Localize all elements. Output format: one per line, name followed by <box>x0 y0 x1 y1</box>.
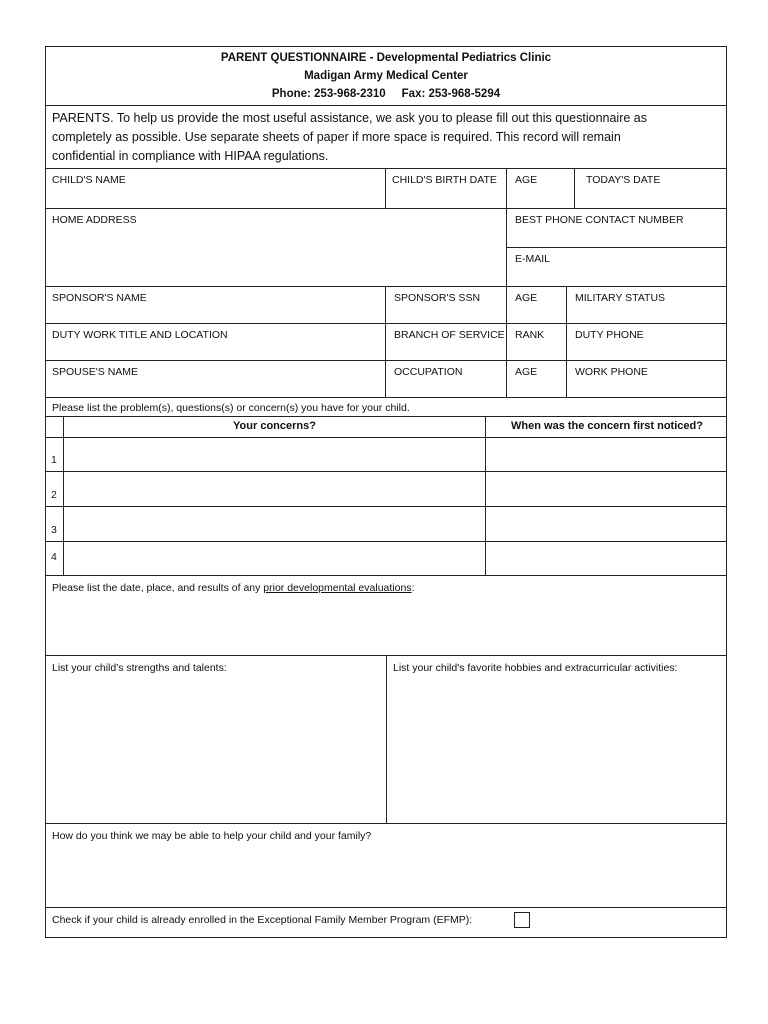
branch-of-service-label: BRANCH OF SERVICE <box>394 329 505 341</box>
best-phone-label: BEST PHONE CONTACT NUMBER <box>515 214 684 226</box>
clinic-fax: Fax: 253-968-5294 <box>401 88 501 100</box>
concern-noticed-input[interactable] <box>486 472 728 506</box>
sponsor-age-field[interactable] <box>507 286 566 323</box>
concern-row-number: 3 <box>51 524 57 536</box>
work-phone-label: WORK PHONE <box>575 366 648 378</box>
concern-input[interactable] <box>64 507 485 541</box>
duty-work-label: DUTY WORK TITLE AND LOCATION <box>52 329 228 341</box>
childs-birth-date-field[interactable] <box>386 168 506 208</box>
intro-text <box>52 109 716 166</box>
home-address-field[interactable] <box>46 208 506 286</box>
branch-of-service-field[interactable] <box>386 323 506 360</box>
sponsors-name-field[interactable] <box>46 286 386 323</box>
spouses-name-field[interactable] <box>46 360 386 397</box>
sponsors-ssn-label: SPONSOR'S SSN <box>394 292 481 304</box>
occupation-label: OCCUPATION <box>394 366 463 378</box>
home-address-label: HOME ADDRESS <box>52 214 137 226</box>
prior-evaluations-field[interactable] <box>46 576 728 655</box>
military-status-field[interactable] <box>567 286 728 323</box>
occupation-field[interactable] <box>386 360 506 397</box>
help-label: How do you think we may be able to help your child and your family? <box>52 830 372 842</box>
prior-evaluations-link-text: prior developmental evaluations <box>263 582 412 594</box>
work-phone-field[interactable] <box>567 360 728 397</box>
rank-label: RANK <box>515 329 545 341</box>
strengths-label: List your child's strengths and talents: <box>52 662 227 674</box>
rank-field[interactable] <box>507 323 566 360</box>
col-header-concerns: Your concerns? <box>233 420 316 432</box>
concern-noticed-input[interactable] <box>486 507 728 541</box>
email-field[interactable] <box>507 247 728 286</box>
hobbies-field[interactable] <box>387 656 728 823</box>
concern-noticed-input[interactable] <box>486 438 728 472</box>
childs-name-label: CHILD'S NAME <box>52 174 126 186</box>
concern-input[interactable] <box>64 472 485 506</box>
contact-line <box>46 85 726 103</box>
intro-line-3: confidential in compliance with HIPAA regulations. <box>52 149 329 163</box>
clinic-phone: Phone: 253-968-2310 <box>271 88 386 100</box>
sponsor-age-label: AGE <box>515 292 538 304</box>
concern-row-number: 4 <box>51 551 57 563</box>
efmp-label: Check if your child is already enrolled in the Exceptional Family Member Program (EFMP): <box>52 914 473 926</box>
duty-work-field[interactable] <box>46 323 386 360</box>
duty-phone-field[interactable] <box>567 323 728 360</box>
best-phone-field[interactable] <box>507 208 728 247</box>
spouses-name-label: SPOUSE'S NAME <box>52 366 139 378</box>
childs-birth-date-label: CHILD'S BIRTH DATE <box>392 174 497 186</box>
prior-evaluations-prefix: Please list the date, place, and results of any <box>52 582 264 594</box>
intro-line-1: PARENTS. To help us provide the most useful assistance, we ask you to please fill out this questionnaire as <box>52 111 647 125</box>
efmp-row <box>46 908 728 936</box>
childs-name-field[interactable] <box>46 168 386 208</box>
military-status-label: MILITARY STATUS <box>575 292 666 304</box>
form-header <box>46 47 726 105</box>
form-title: PARENT QUESTIONNAIRE - Developmental Pediatrics Clinic <box>220 52 552 64</box>
todays-date-label: TODAY'S DATE <box>586 174 661 186</box>
concern-input[interactable] <box>64 438 485 472</box>
prior-evaluations-suffix: : <box>411 582 415 594</box>
divider <box>46 105 726 106</box>
concern-row-number: 2 <box>51 489 57 501</box>
spouse-age-field[interactable] <box>507 360 566 397</box>
duty-phone-label: DUTY PHONE <box>575 329 644 341</box>
help-field[interactable] <box>46 824 728 907</box>
intro-line-2: completely as possible. Use separate sheets of paper if more space is required. This record will remain <box>52 130 621 144</box>
child-age-label: AGE <box>515 174 538 186</box>
hobbies-label: List your child's favorite hobbies and extracurricular activities: <box>393 662 678 674</box>
col-header-noticed: When was the concern first noticed? <box>511 420 703 432</box>
todays-date-field[interactable] <box>575 168 728 208</box>
sponsors-ssn-field[interactable] <box>386 286 506 323</box>
medical-center-name: Madigan Army Medical Center <box>304 70 468 82</box>
spouse-age-label: AGE <box>515 366 538 378</box>
email-label: E-MAIL <box>515 253 551 265</box>
child-age-field[interactable] <box>507 168 574 208</box>
concern-row-number: 1 <box>51 454 57 466</box>
strengths-field[interactable] <box>46 656 386 823</box>
efmp-checkbox[interactable] <box>514 912 530 928</box>
sponsors-name-label: SPONSOR'S NAME <box>52 292 147 304</box>
concerns-prompt: Please list the problem(s), questions(s) or concern(s) you have for your child. <box>52 402 410 414</box>
parent-questionnaire-form <box>45 46 727 938</box>
concern-input[interactable] <box>64 542 485 575</box>
concern-noticed-input[interactable] <box>486 542 728 575</box>
